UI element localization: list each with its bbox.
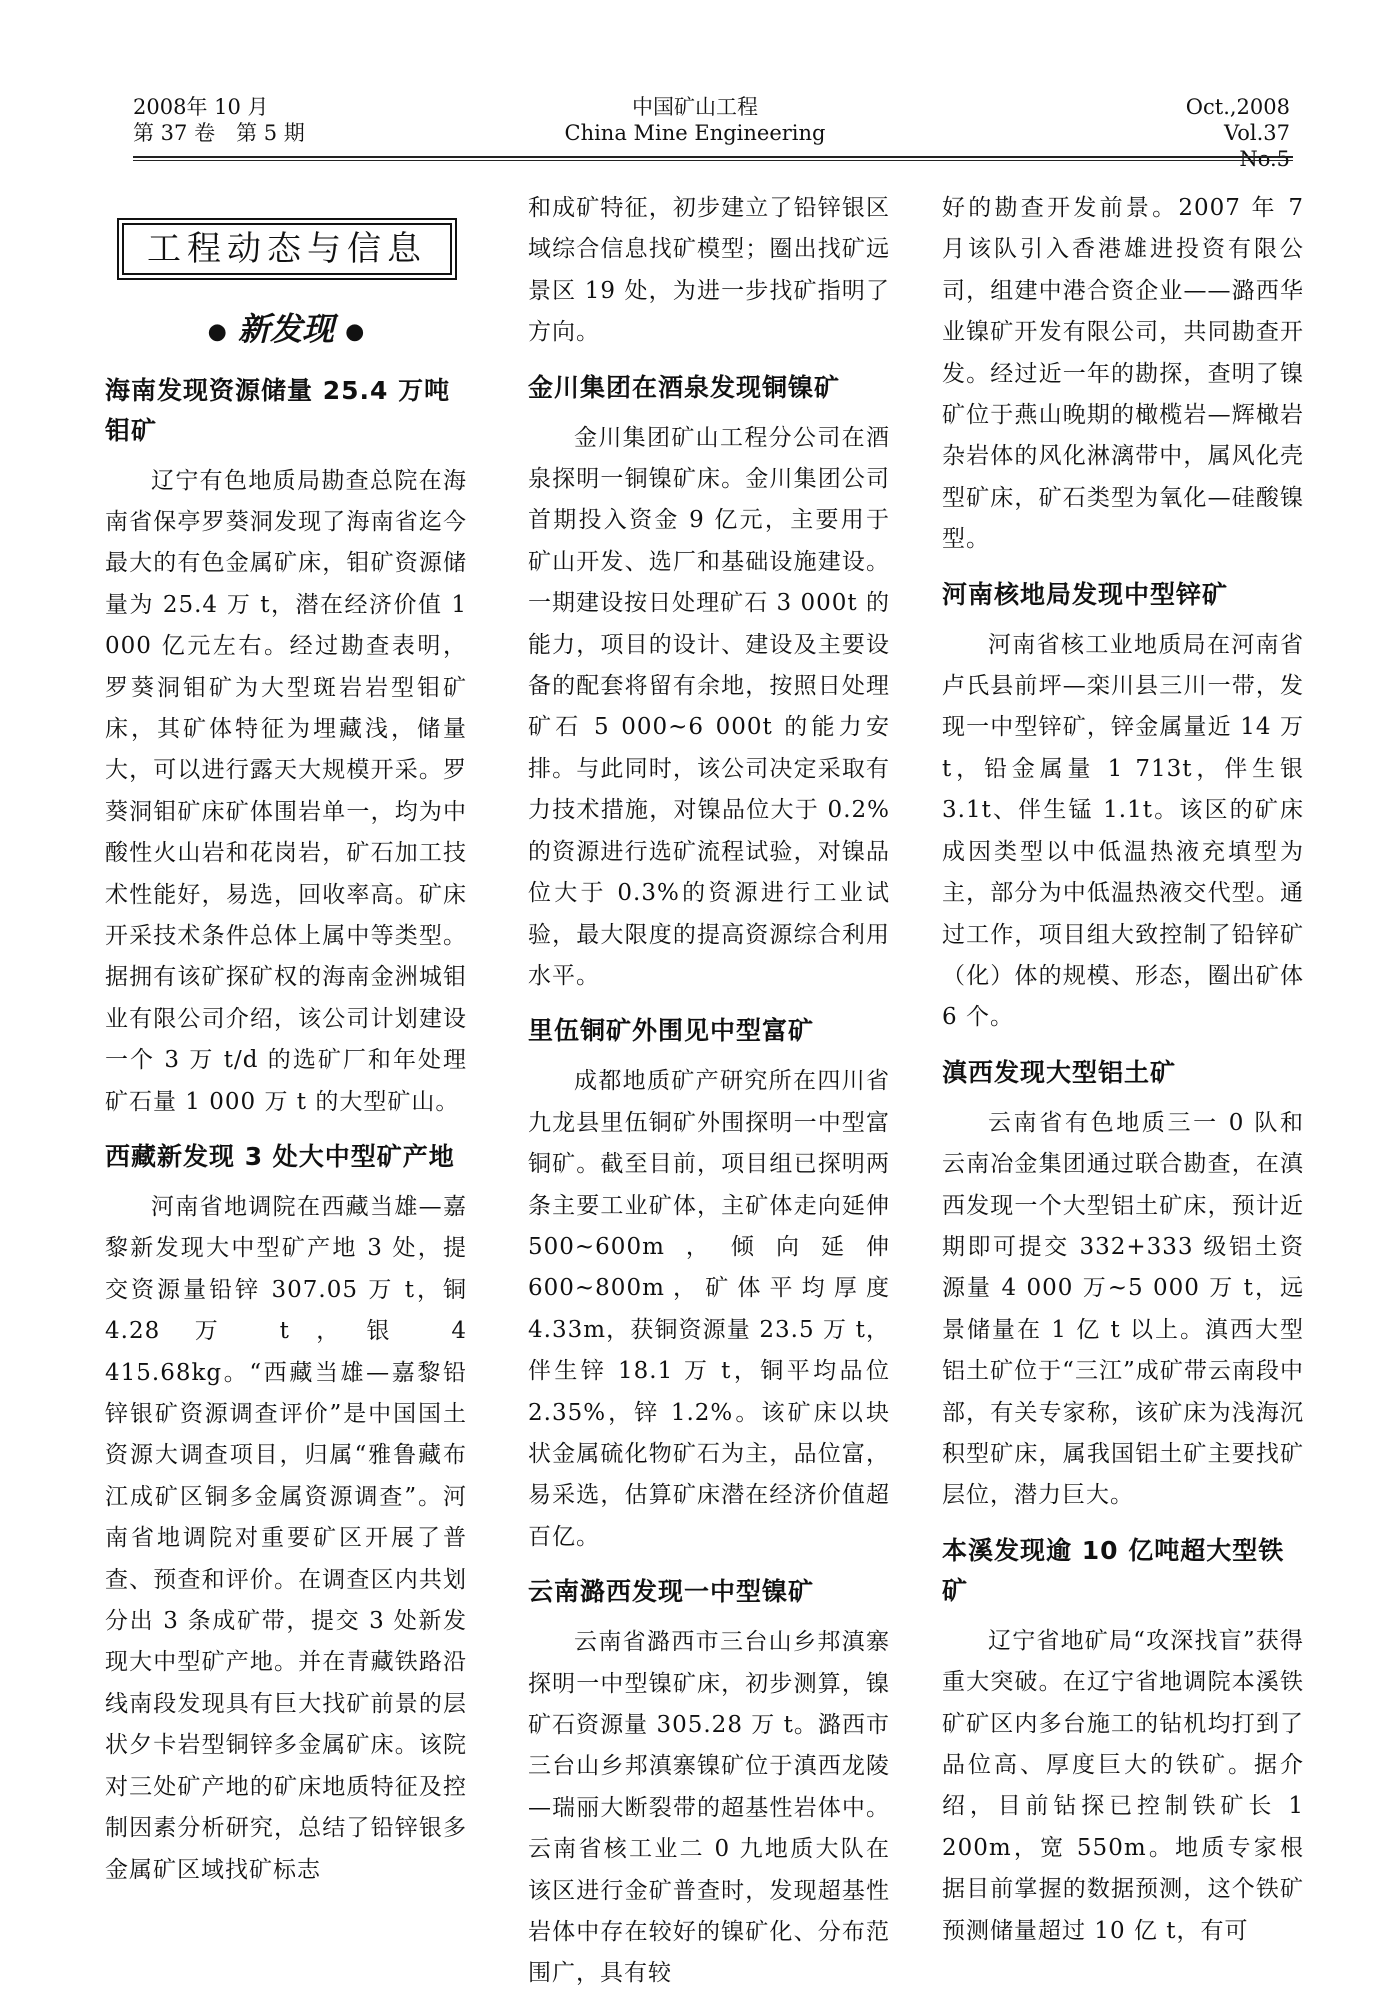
header-rule-thin [133, 160, 1293, 161]
article-body: 成都地质矿产研究所在四川省九龙县里伍铜矿外围探明一中型富铜矿。截至目前，项目组已探明两条主要工业矿体，主矿体走向延伸 500~600m，倾向延伸 600~800m，矿体平均厚度 4.33m，获铜资源量 23.5 万 t，伴生锌 18.1 万 t，铜平均品位 2.35%，锌 1.2%。该矿床以块状金属硫化物矿石为主，品位富，易采选，估算矿床潜在经济价值超百亿。 [528, 1068, 890, 1550]
article-body-continued: 和成矿特征，初步建立了铅锌银区域综合信息找矿模型；圈出找矿远景区 19 处，为进一步找矿指明了方向。 [528, 195, 890, 346]
article-body: 辽宁省地矿局“攻深找盲”获得重大突破。在辽宁省地调院本溪铁矿矿区内多台施工的钻机均打到了品位高、厚度巨大的铁矿。据介绍，目前钻探已控制铁矿长 1 200m，宽 550m。地质专家根据目前掌握的数据预测，这个铁矿预测储量超过 10 亿 t，有可 [942, 1627, 1304, 1944]
header-journal-name [540, 94, 850, 146]
header-issue-info [133, 94, 305, 146]
header-date-en: Oct.,2008 [1185, 95, 1290, 119]
bullet-right: ● [345, 318, 365, 345]
article-title: 金川集团在酒泉发现铜镍矿 [528, 372, 841, 402]
article-title: 海南发现资源储量 25.4 万吨钼矿 [105, 375, 451, 445]
article-title: 本溪发现逾 10 亿吨超大型铁矿 [942, 1535, 1285, 1605]
article-body: 河南省地调院在西藏当雄—嘉黎新发现大中型矿产地 3 处，提交资源量铅锌 307.05 万 t，铜 4.28 万 t，银 4 415.68kg。“西藏当雄—嘉黎铅锌银矿资源调查评价”是中国国土资源大调查项目，归属“雅鲁藏布江成矿区铜多金属资源调查”。河南省地调院对重要矿区开展了普查、预查和评价。在调查区内共划分出 3 条成矿带，提交 3 处新发现大中型矿产地。并在青藏铁路沿线南段发现具有巨大找矿前景的层状夕卡岩型铜锌多金属矿床。该院对三处矿产地的矿床地质特征及控制因素分析研究，总结了铅锌银多金属矿区域找矿标志 [105, 1194, 467, 1883]
article-body: 辽宁有色地质局勘查总院在海南省保亭罗葵洞发现了海南省迄今最大的有色金属矿床，钼矿资源储量为 25.4 万 t，潜在经济价值 1 000 亿元左右。经过勘查表明，罗葵洞钼矿为大型斑岩岩型钼矿床，其矿体特征为埋藏浅，储量大，可以进行露天大规模开采。罗葵洞钼矿床矿体围岩单一，均为中酸性火山岩和花岗岩，矿石加工技术性能好，易选，回收率高。矿床开采技术条件总体上属中等类型。据拥有该矿探矿权的海南金洲城钼业有限公司介绍，该公司计划建设一个 3 万 t/d 的选矿厂和年处理矿石量 1 000 万 t 的大型矿山。 [105, 467, 467, 1115]
sub-section-heading [105, 304, 467, 357]
column-1 [105, 188, 467, 1891]
sub-section-title: 新发现 [237, 310, 334, 348]
section-title: 工程动态与信息 [122, 223, 452, 275]
article-title: 滇西发现大型铝土矿 [942, 1057, 1177, 1087]
journal-title-cn: 中国矿山工程 [632, 95, 758, 119]
header-rule [133, 156, 1293, 158]
article-title: 里伍铜矿外围见中型富矿 [528, 1016, 815, 1046]
article-title: 云南潞西发现一中型镍矿 [528, 1577, 815, 1607]
article-body: 河南省核工业地质局在河南省卢氏县前坪—栾川县三川一带，发现一中型锌矿，锌金属量近 14 万 t，铅金属量 1 713t，伴生银 3.1t、伴生锰 1.1t。该区的矿床成因类型以中低温热液充填型为主，部分为中低温热液交代型。通过工作，项目组大致控制了铅锌矿（化）体的规模、形态，圈出矿体 6 个。 [942, 631, 1304, 1031]
article-title: 河南核地局发现中型锌矿 [942, 579, 1229, 609]
article-body: 云南省潞西市三台山乡邦滇寨探明一中型镍矿床，初步测算，镍矿石资源量 305.28 万 t。潞西市三台山乡邦滇寨镍矿位于滇西龙陵—瑞丽大断裂带的超基性岩体中。云南省核工业二 0 九地质大队在该区进行金矿普查时，发现超基性岩体中存在较好的镍矿化、分布范围广，具有较 [528, 1629, 890, 1987]
column-3 [942, 188, 1304, 1952]
article-body-continued: 好的勘查开发前景。2007 年 7 月该队引入香港雄进投资有限公司，组建中港合资企业——潞西华业镍矿开发有限公司，共同勘查开发。经过近一年的勘探，查明了镍矿位于燕山晚期的橄榄岩—辉橄岩杂岩体的风化淋漓带中，属风化壳型矿床，矿石类型为氧化—硅酸镍型。 [942, 195, 1304, 553]
article-body: 金川集团矿山工程分公司在酒泉探明一铜镍矿床。金川集团公司首期投入资金 9 亿元，主要用于矿山开发、选厂和基础设施建设。一期建设按日处理矿石 3 000t 的能力，项目的设计、建设及主要设备的配套将留有余地，按照日处理矿石 5 000~6 000t 的能力安排。与此同时，该公司决定采取有力技术措施，对镍品位大于 0.2%的资源进行选矿流程试验，对镍品位大于 0.3%的资源进行工业试验，最大限度的提高资源综合利用水平。 [528, 424, 890, 989]
header-date: 2008年 10 月 [133, 95, 269, 119]
article-title: 西藏新发现 3 处大中型矿产地 [105, 1142, 455, 1171]
bullet-left: ● [207, 318, 227, 345]
journal-title-en: China Mine Engineering [564, 121, 826, 145]
header-volume-en: Vol.37 No.5 [1224, 121, 1311, 171]
column-2 [528, 188, 890, 1995]
article-body: 云南省有色地质三一 0 队和云南冶金集团通过联合勘查，在滇西发现一个大型铝土矿床，预计近期即可提交 332+333 级铝土资源量 4 000 万~5 000 万 t，远景储量在 1 亿 t 以上。滇西大型铝土矿位于“三江”成矿带云南段中部，有关专家称，该矿床为浅海沉积型矿床，属我国铝土矿主要找矿层位，潜力巨大。 [942, 1109, 1304, 1509]
section-title-box [117, 218, 457, 280]
header-volume: 第 37 卷 第 5 期 [133, 121, 305, 145]
